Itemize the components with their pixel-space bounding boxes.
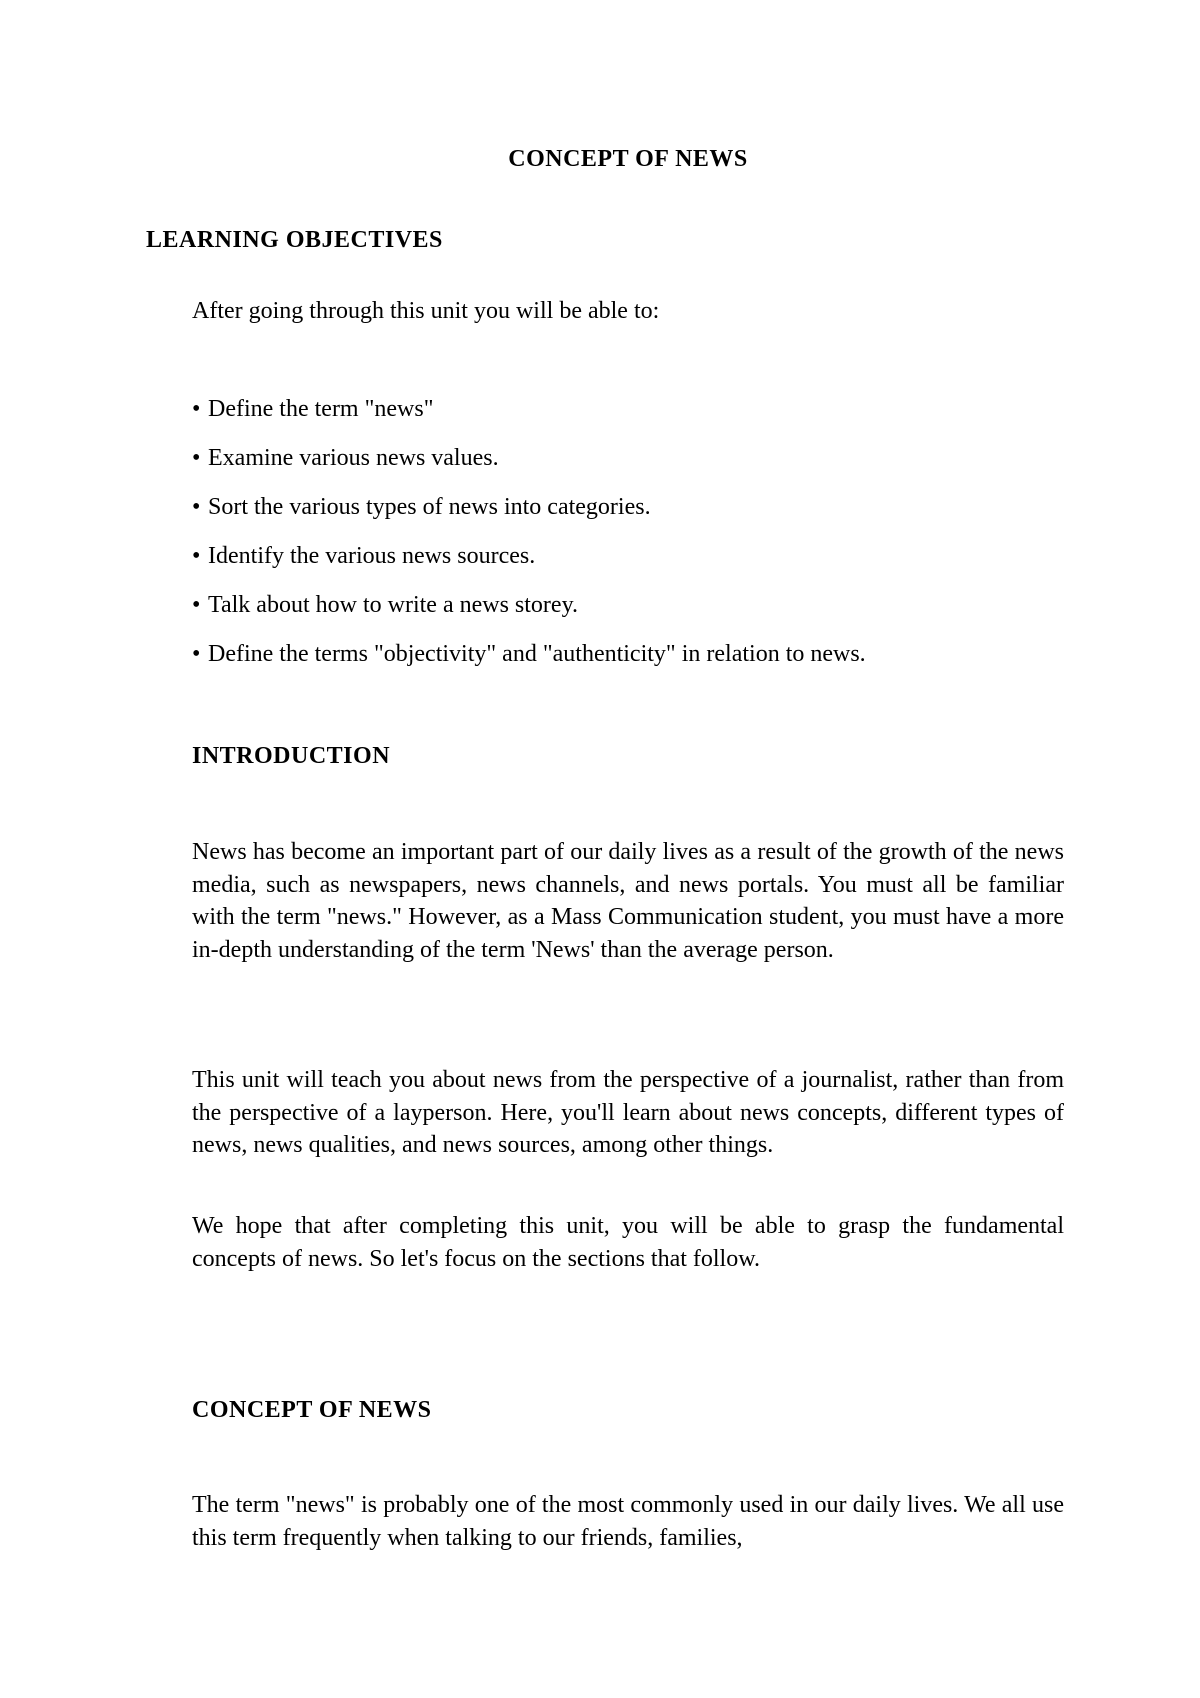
- introduction-paragraph: This unit will teach you about news from the perspective of a journalist, rather than from the perspective of a layperson. Here, you'll learn about news concepts, different types of news, news qualities, and news sources, among other things.: [192, 1067, 1064, 1158]
- bullet-icon: •: [192, 641, 201, 667]
- objective-item: • Define the term "news": [192, 396, 434, 422]
- concept-paragraph: The term "news" is probably one of the most commonly used in our daily lives. We all use this term frequently when talking to our friends, families,: [192, 1492, 1064, 1551]
- bullet-icon: •: [192, 396, 201, 422]
- document-title: CONCEPT OF NEWS: [508, 146, 748, 172]
- objective-item: • Examine various news values.: [192, 445, 499, 471]
- bullet-icon: •: [192, 543, 201, 569]
- concept-of-news-heading: CONCEPT OF NEWS: [192, 1397, 432, 1423]
- bullet-icon: •: [192, 445, 201, 471]
- objective-item: • Sort the various types of news into categories.: [192, 494, 651, 520]
- introduction-paragraph: News has become an important part of our daily lives as a result of the growth of the news media, such as newspapers, news channels, and news portals. You must all be familiar with the term "news." However, as a Mass Communication student, you must have a more in-depth understanding of the term 'News' than the average person.: [192, 839, 1064, 963]
- objectives-intro-text: After going through this unit you will be able to:: [192, 298, 660, 324]
- bullet-icon: •: [192, 592, 201, 618]
- objective-item: • Talk about how to write a news storey.: [192, 592, 579, 618]
- learning-objectives-heading: LEARNING OBJECTIVES: [146, 227, 443, 253]
- objective-item: • Define the terms "objectivity" and "authenticity" in relation to news.: [192, 641, 866, 667]
- bullet-icon: •: [192, 494, 201, 520]
- introduction-paragraph: We hope that after completing this unit, you will be able to grasp the fundamental concepts of news. So let's focus on the sections that follow.: [192, 1213, 1064, 1272]
- objective-item: • Identify the various news sources.: [192, 543, 536, 569]
- introduction-heading: INTRODUCTION: [192, 743, 391, 769]
